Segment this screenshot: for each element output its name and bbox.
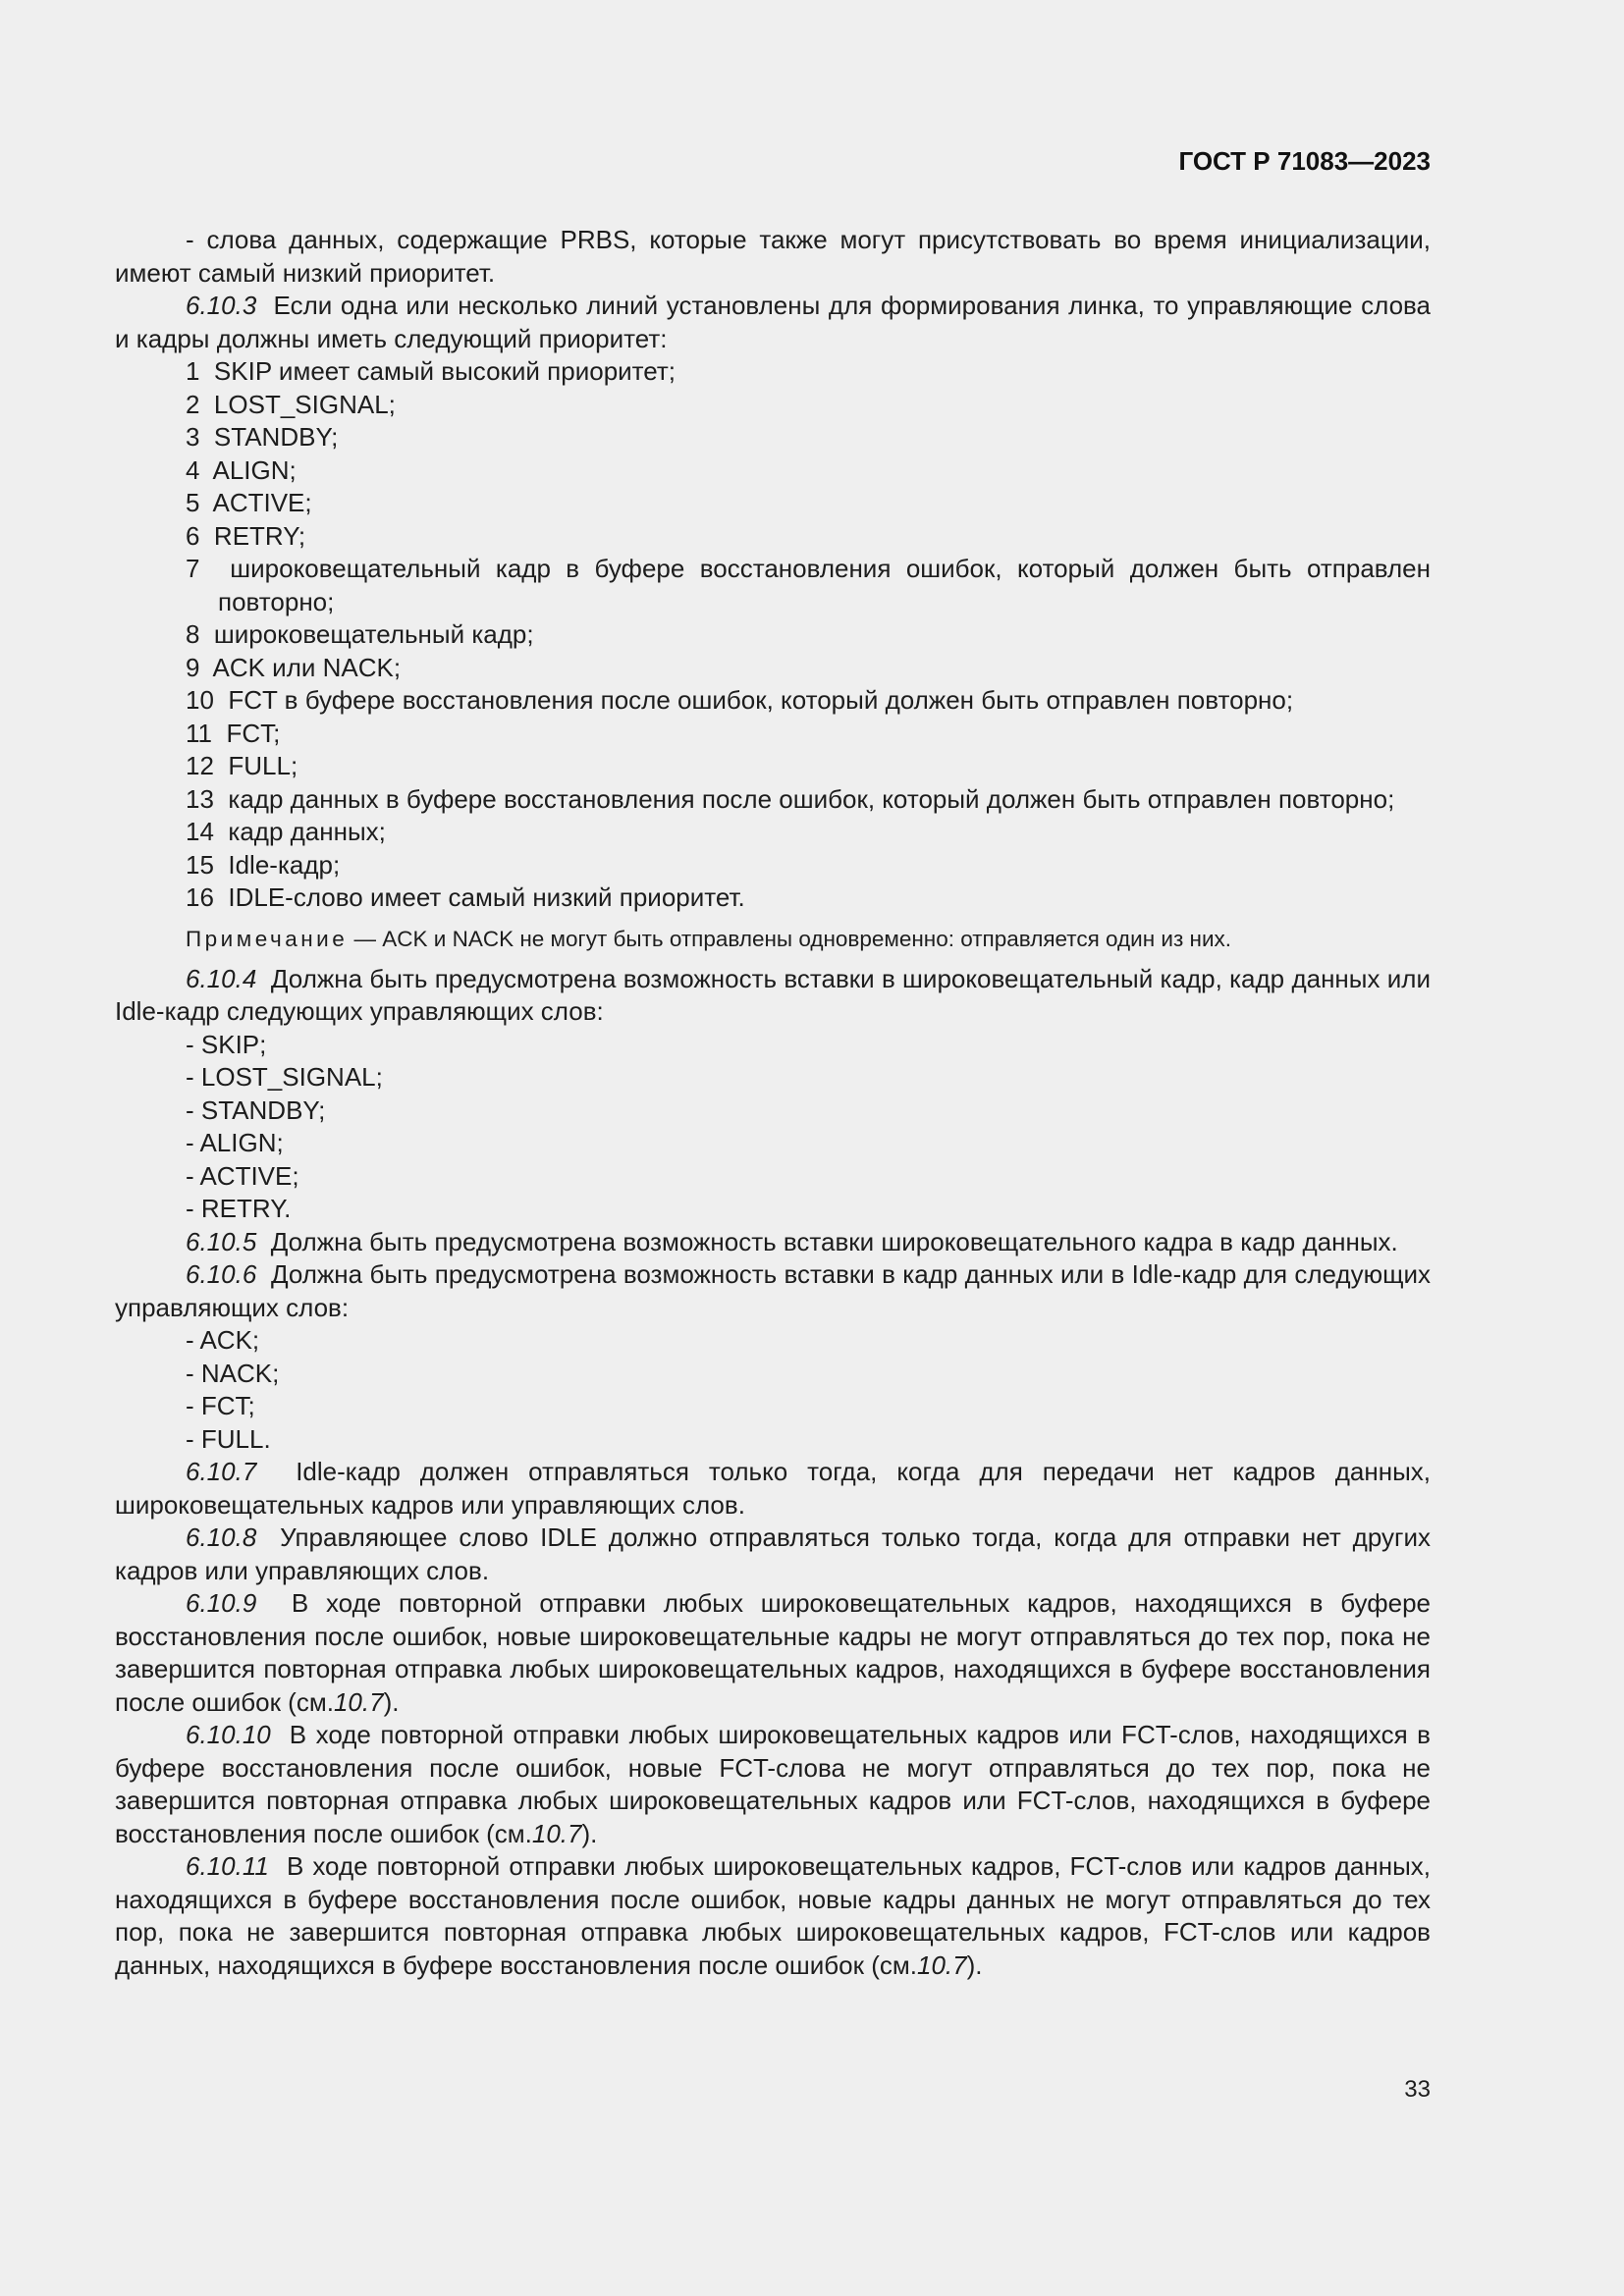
note-label: Примечание [186,926,349,951]
list-item: - FULL. [186,1423,271,1454]
priority-item: 3 STANDBY; [186,422,339,452]
section-number: 6.10.8 [186,1522,257,1552]
section-6-10-6 [115,1258,1431,1324]
section-6-10-10: 6.10.10 В ходе повторной отправки любых широковещательных кадров или FCT-слов, находящихся в буфере восстановления после ошибок, новые FCT-слова не могут отправляться до тех пор, пока не завершится повторная отправка любых широковещательных кадров или FCT-слов, находящихся в буфере восстановления после ошибок (см.10.7). [115,1720,1431,1848]
section-text: В ходе повторной отправки любых широковещательных кадров, находящихся в буфере восстановления после ошибок, новые широковещательные кадры не могут отправляться до тех пор, пока не завершится повторная отправка любых широковещательных кадров, находящихся в буфере восстановления после ошибок (см. [115,1588,1431,1717]
section-6-10-11: 6.10.11 В ходе повторной отправки любых широковещательных кадров, FCT-слов или кадров данных, находящихся в буфере восстановления после ошибок, новые кадры данных не могут отправляться до тех пор, пока не завершится повторная отправка любых широковещательных кадров, FCT-слов или кадров данных, находящихся в буфере восстановления после ошибок (см.10.7). [115,1851,1431,1980]
document-body [115,224,1431,1982]
section-number: 6.10.5 [186,1226,257,1256]
section-text: Должна быть предусмотрена возможность вставки в кадр данных или в Idle-кадр для следующих управляющих слов: [115,1259,1431,1322]
section-number: 6.10.10 [186,1720,271,1749]
section-number: 6.10.11 [186,1851,269,1881]
section-6-10-4 [115,963,1431,1029]
paragraph-prbs: - слова данных, содержащие PRBS, которые также могут присутствовать во время инициализации, имеют самый низкий приоритет. [115,225,1431,288]
priority-item: 5 ACTIVE; [186,488,312,517]
priority-item: 1 SKIP имеет самый высокий приоритет; [186,356,677,386]
priority-item: 7 широковещательный кадр в буфере восстановления ошибок, который должен быть отправлен повторно; [186,554,1431,616]
priority-item: 2 LOST_SIGNAL; [186,389,396,419]
priority-item: 15 Idle-кадр; [186,849,341,880]
list-item: - NACK; [186,1358,280,1388]
list-item: - STANDBY; [186,1095,326,1125]
section-6-10-8 [115,1522,1431,1587]
note-text: — ACK и NACK не могут быть отправлены одновременно: отправляется один из них. [348,926,1232,951]
list-item: - LOST_SIGNAL; [186,1062,383,1092]
document-header: ГОСТ Р 71083—2023 [1178,146,1431,176]
section-text: В ходе повторной отправки любых широковещательных кадров или FCT-слов, находящихся в буфере восстановления после ошибок, новые FCT-слова не могут отправляться до тех пор, пока не завершится повторная отправка любых широковещательных кадров или FCT-слов, находящихся в буфере восстановления после ошибок (см. [115,1720,1431,1848]
list-item: - ACK; [186,1325,260,1355]
priority-item: 10 FCT в буфере восстановления после ошибок, который должен быть отправлен повторно; [186,685,1294,715]
cross-reference: 10.7 [531,1818,582,1848]
priority-item: 14 кадр данных; [186,817,386,846]
section-text: Управляющее слово IDLE должно отправляться только тогда, когда для отправки нет других кадров или управляющих слов. [115,1522,1431,1585]
section-number: 6.10.4 [186,963,257,993]
cross-reference: 10.7 [916,1949,967,1980]
list-item: - FCT; [186,1391,255,1420]
note [115,923,1431,955]
section-text: Idle-кадр должен отправляться только тогда, когда для передачи нет кадров данных, широковещательных кадров или управляющих слов. [115,1457,1431,1520]
priority-item: 4 ALIGN; [186,454,297,485]
priority-item: 6 RETRY; [186,520,306,551]
priority-list [115,355,1431,915]
list-item: - SKIP; [186,1029,267,1059]
section-number: 6.10.9 [186,1588,257,1618]
control-words-list [115,1324,1431,1456]
section-number: 6.10.7 [186,1457,257,1486]
section-6-10-7 [115,1456,1431,1522]
priority-item: 9 ACK или NACK; [186,652,402,682]
section-number: 6.10.6 [186,1259,257,1289]
section-6-10-3 [115,290,1431,355]
control-words-list [115,1029,1431,1226]
section-6-10-9: 6.10.9 В ходе повторной отправки любых широковещательных кадров, находящихся в буфере восстановления после ошибок, новые широковещательные кадры не могут отправляться до тех пор, пока не завершится повторная отправка любых широковещательных кадров, находящихся в буфере восстановления после ошибок (см.10.7). [115,1588,1431,1717]
priority-item: 8 широковещательный кадр; [186,619,534,649]
priority-item: 11 FCT; [186,718,281,748]
cross-reference: 10.7 [333,1686,384,1717]
section-text: Должна быть предусмотрена возможность вставки широковещательного кадра в кадр данных. [270,1226,1398,1256]
section-text: В ходе повторной отправки любых широковещательных кадров, FCT-слов или кадров данных, находящихся в буфере восстановления после ошибок, новые кадры данных не могут отправляться до тех пор, пока не завершится повторная отправка любых широковещательных кадров, FCT-слов или кадров данных, находящихся в буфере восстановления после ошибок (см. [115,1851,1431,1980]
priority-item: 16 IDLE-слово имеет самый низкий приоритет. [186,882,745,912]
list-item: - RETRY. [186,1194,292,1223]
list-item: - ACTIVE; [186,1160,299,1191]
section-text: Должна быть предусмотрена возможность вставки в широковещательный кадр, кадр данных или Idle-кадр следующих управляющих слов: [115,963,1431,1026]
priority-item: 12 FULL; [186,751,298,780]
section-number: 6.10.3 [186,291,257,320]
section-6-10-5 [115,1226,1431,1259]
list-item: - ALIGN; [186,1128,284,1157]
section-text: Если одна или несколько линий установлены для формирования линка, то управляющие слова и кадры должны иметь следующий приоритет: [115,291,1432,353]
page-number: 33 [1404,2076,1431,2103]
priority-item: 13 кадр данных в буфере восстановления после ошибок, который должен быть отправлен повторно; [186,783,1395,814]
